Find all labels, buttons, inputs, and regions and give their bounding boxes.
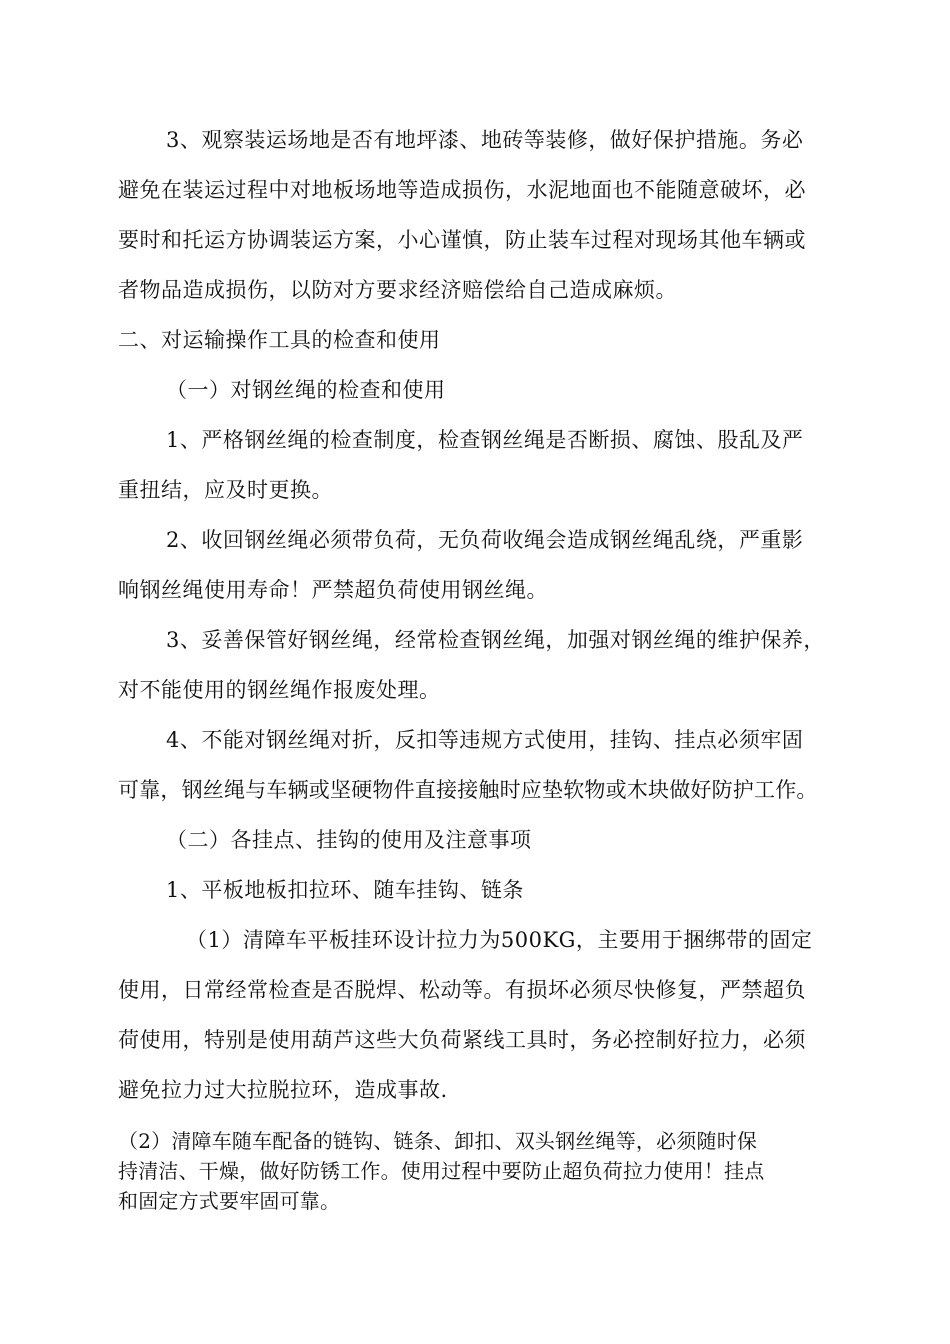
sub-item-heading: 1、平板地板扣拉环、随车挂钩、链条 (166, 878, 524, 902)
paragraph-1-line-4: 者物品造成损伤，以防对方要求经济赔偿给自己造成麻烦。 (118, 278, 677, 302)
item-4-line-1: 4、不能对钢丝绳对折，反扣等违规方式使用，挂钩、挂点必须牢固 (166, 728, 804, 752)
subsection-heading-1: （一）对钢丝绳的检查和使用 (166, 378, 446, 402)
paragraph-1-line-1: 3、观察装运场地是否有地坪漆、地砖等装修，做好保护措施。务必 (166, 128, 804, 152)
item-2-line-2: 响钢丝绳使用寿命！严禁超负荷使用钢丝绳。 (118, 578, 548, 602)
item-1-line-1: 1、严格钢丝绳的检查制度，检查钢丝绳是否断损、腐蚀、股乱及严 (166, 428, 804, 452)
point-2-line-3: 和固定方式要牢固可靠。 (118, 1189, 341, 1213)
point-1-line-3: 荷使用，特别是使用葫芦这些大负荷紧线工具时，务必控制好拉力，必须 (118, 1028, 806, 1052)
point-2-line-2: 持清洁、干燥，做好防锈工作。使用过程中要防止超负荷拉力使用！挂点 (118, 1159, 765, 1183)
point-2-line-1: （2）清障车随车配备的链钩、链条、卸扣、双头钢丝绳等，必须随时保 (118, 1129, 758, 1153)
subsection-heading-2: （二）各挂点、挂钩的使用及注意事项 (166, 828, 532, 852)
item-1-line-2: 重扭结，应及时更换。 (118, 478, 333, 502)
item-2-line-1: 2、收回钢丝绳必须带负荷，无负荷收绳会造成钢丝绳乱绕，严重影 (166, 528, 804, 552)
point-1-line-1: （1）清障车平板挂环设计拉力为500KG，主要用于捆绑带的固定 (186, 928, 813, 952)
item-4-line-2: 可靠，钢丝绳与车辆或坚硬物件直接接触时应垫软物或木块做好防护工作。 (118, 778, 818, 802)
paragraph-1-line-3: 要时和托运方协调装运方案，小心谨慎，防止装车过程对现场其他车辆或 (118, 228, 806, 252)
paragraph-1-line-2: 避免在装运过程中对地板场地等造成损伤，水泥地面也不能随意破坏，必 (118, 178, 806, 202)
item-3-line-1: 3、妥善保管好钢丝绳，经常检查钢丝绳，加强对钢丝绳的维护保养， (166, 628, 825, 652)
section-heading: 二、对运输操作工具的检查和使用 (118, 328, 441, 352)
point-1-line-2: 使用，日常经常检查是否脱焊、松动等。有损坏必须尽快修复，严禁超负 (118, 978, 806, 1002)
point-1-line-4: 避免拉力过大拉脱拉环，造成事故. (118, 1078, 448, 1102)
item-3-line-2: 对不能使用的钢丝绳作报废处理。 (118, 678, 441, 702)
